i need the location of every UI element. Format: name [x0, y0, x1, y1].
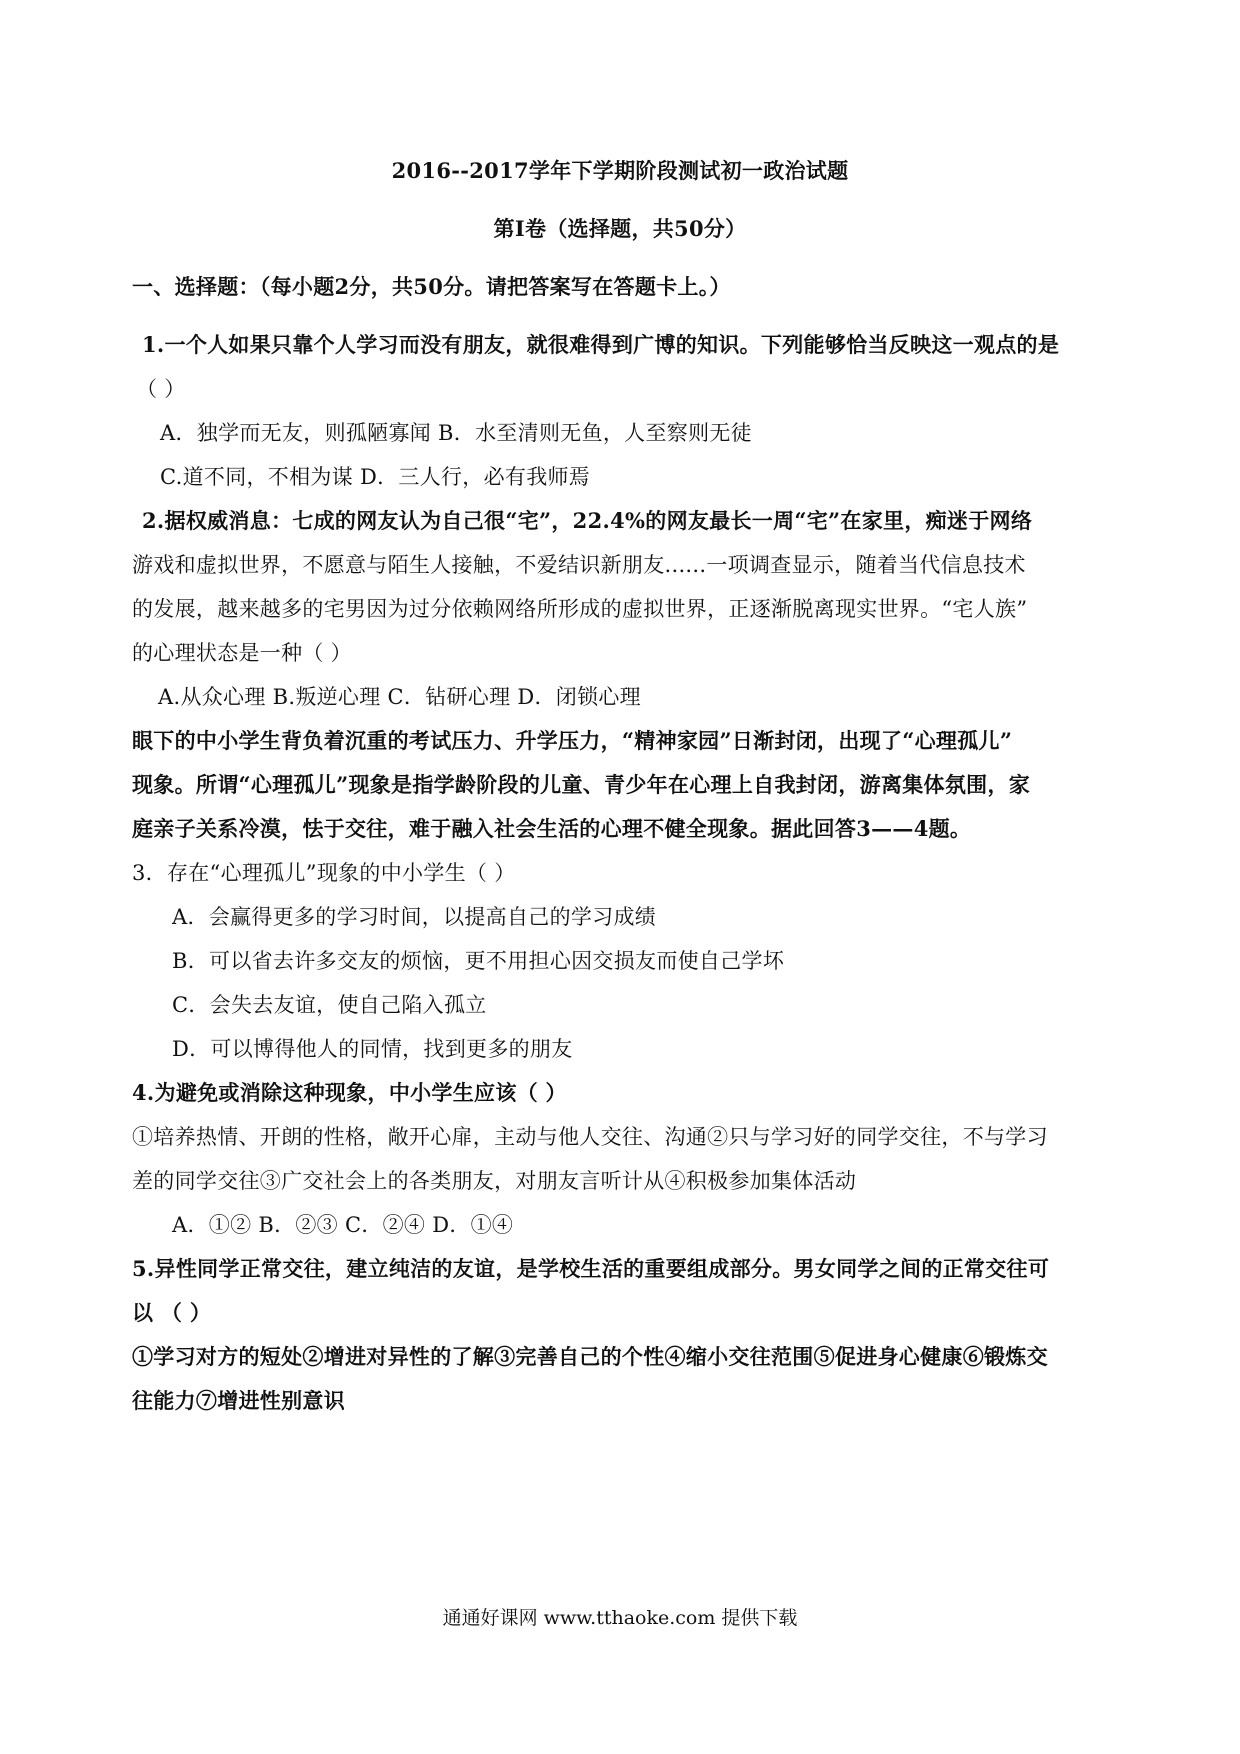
q1-options-line2: C.道不同，不相为谋 D．三人行，必有我师焉 — [160, 465, 591, 489]
q1-options-line1: A．独学而无友，则孤陋寡闻 B．水至清则无鱼，人至察则无徒 — [160, 421, 752, 445]
passage-line2: 现象。所谓“心理孤儿”现象是指学龄阶段的儿童、青少年在心理上自我封闭，游离集体氛围，家 — [132, 772, 1031, 797]
section-heading: 一、选择题：（每小题2分，共50分。请把答案写在答题卡上。） — [132, 274, 731, 299]
q1-stem-line2: （ ） — [136, 377, 186, 401]
q3-option-a: A．会赢得更多的学习时间，以提高自己的学习成绩 — [172, 905, 657, 929]
q2-options: A.从众心理 B.叛逆心理 C．钻研心理 D．闭锁心理 — [158, 685, 641, 709]
page-footer: 通通好课网 www.tthaoke.com 提供下载 — [442, 1607, 798, 1629]
passage-line3: 庭亲子关系冷漠，怯于交往，难于融入社会生活的心理不健全现象。据此回答3——4题。 — [132, 816, 972, 841]
q2-stem-line1: 2.据权威消息：七成的网友认为自己很“宅”，22.4%的网友最长一周“宅”在家里，痴迷于网络 — [142, 508, 1033, 533]
exam-title: 2016--2017学年下学期阶段测试初一政治试题 — [391, 158, 849, 183]
q2-stem-line4: 的心理状态是一种（ ） — [132, 641, 352, 665]
q5-stem-line2: 以 （ ） — [132, 1300, 212, 1325]
q3-option-c: C．会失去友谊，使自己陷入孤立 — [172, 993, 487, 1017]
q3-option-d: D．可以博得他人的同情，找到更多的朋友 — [172, 1037, 573, 1061]
q5-items-line1: ①学习对方的短处②增进对异性的了解③完善自己的个性④缩小交往范围⑤促进身心健康⑥锻炼交 — [132, 1344, 1048, 1369]
q5-stem-line1: 5.异性同学正常交往，建立纯洁的友谊，是学校生活的重要组成部分。男女同学之间的正常交往可 — [132, 1256, 1050, 1281]
passage-line1: 眼下的中小学生背负着沉重的考试压力、升学压力，“精神家园”日渐封闭，出现了“心理孤儿” — [132, 728, 1013, 753]
q4-items-line2: 差的同学交往③广交社会上的各类朋友，对朋友言听计从④积极参加集体活动 — [132, 1169, 857, 1193]
q2-stem-line3: 的发展，越来越多的宅男因为过分依赖网络所形成的虚拟世界，正逐渐脱离现实世界。“宅人族” — [132, 597, 1028, 621]
q1-stem-line1: 1.一个人如果只靠个人学习而没有朋友，就很难得到广博的知识。下列能够恰当反映这一观点的是 — [142, 332, 1060, 357]
q5-items-line2: 往能力⑦增进性别意识 — [132, 1388, 345, 1413]
q4-stem: 4.为避免或消除这种现象，中小学生应该（ ） — [132, 1080, 567, 1105]
q4-options: A．①② B．②③ C．②④ D．①④ — [172, 1213, 514, 1237]
q4-items-line1: ①培养热情、开朗的性格，敞开心扉，主动与他人交往、沟通②只与学习好的同学交往，不与学习 — [132, 1125, 1048, 1149]
volume-heading: 第Ⅰ卷（选择题，共50分） — [493, 216, 747, 241]
q2-stem-line2: 游戏和虚拟世界，不愿意与陌生人接触，不爱结识新朋友......一项调查显示，随着当代信息技术 — [132, 553, 1026, 577]
q3-option-b: B．可以省去许多交友的烦恼，更不用担心因交损友而使自己学坏 — [172, 949, 785, 973]
q3-stem: 3．存在“心理孤儿”现象的中小学生（ ） — [132, 861, 516, 885]
